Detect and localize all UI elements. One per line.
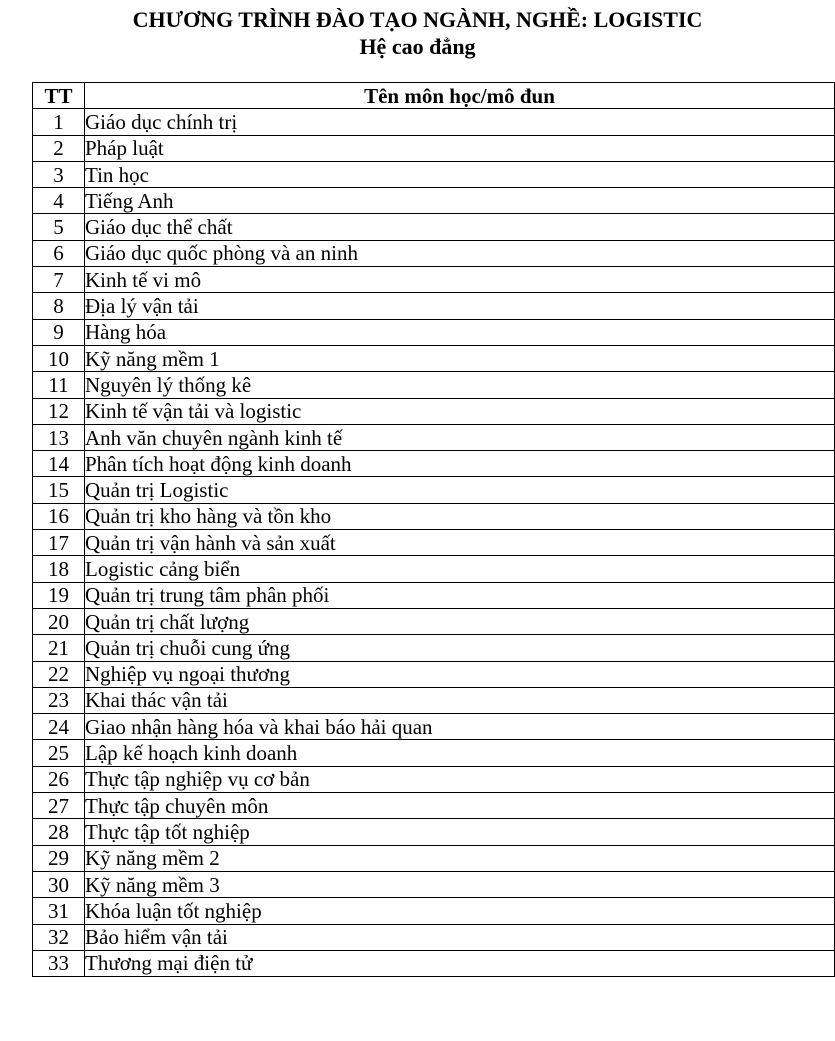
course-name: Quản trị Logistic — [85, 477, 835, 503]
course-name: Giáo dục chính trị — [85, 109, 835, 135]
row-number: 21 — [33, 635, 85, 661]
table-row — [33, 608, 835, 634]
row-number: 20 — [33, 608, 85, 634]
course-name: Tin học — [85, 161, 835, 187]
row-number: 26 — [33, 766, 85, 792]
row-number: 14 — [33, 451, 85, 477]
table-row — [33, 293, 835, 319]
table-row — [33, 898, 835, 924]
course-name: Kỹ năng mềm 3 — [85, 871, 835, 897]
table-row — [33, 582, 835, 608]
table-row — [33, 924, 835, 950]
course-name: Giáo dục quốc phòng và an ninh — [85, 240, 835, 266]
row-number: 33 — [33, 950, 85, 976]
row-number: 27 — [33, 793, 85, 819]
table-row — [33, 424, 835, 450]
table-header-row — [33, 83, 835, 109]
course-name: Hàng hóa — [85, 319, 835, 345]
table-row — [33, 214, 835, 240]
table-row — [33, 477, 835, 503]
row-number: 31 — [33, 898, 85, 924]
table-row — [33, 188, 835, 214]
table-row — [33, 240, 835, 266]
course-name: Kỹ năng mềm 2 — [85, 845, 835, 871]
row-number: 6 — [33, 240, 85, 266]
course-name: Tiếng Anh — [85, 188, 835, 214]
table-row — [33, 740, 835, 766]
table-row — [33, 451, 835, 477]
row-number: 2 — [33, 135, 85, 161]
course-name: Logistic cảng biển — [85, 556, 835, 582]
row-number: 29 — [33, 845, 85, 871]
row-number: 11 — [33, 372, 85, 398]
row-number: 30 — [33, 871, 85, 897]
table-body — [33, 109, 835, 977]
row-number: 1 — [33, 109, 85, 135]
course-name: Thực tập tốt nghiệp — [85, 819, 835, 845]
course-name: Quản trị vận hành và sản xuất — [85, 530, 835, 556]
row-number: 18 — [33, 556, 85, 582]
table-row — [33, 109, 835, 135]
row-number: 28 — [33, 819, 85, 845]
table-row — [33, 161, 835, 187]
course-name: Nghiệp vụ ngoại thương — [85, 661, 835, 687]
row-number: 8 — [33, 293, 85, 319]
table-row — [33, 267, 835, 293]
course-name: Giáo dục thể chất — [85, 214, 835, 240]
document-title: CHƯƠNG TRÌNH ĐÀO TẠO NGÀNH, NGHỀ: LOGISTIC — [132, 7, 703, 32]
course-name: Quản trị chuỗi cung ứng — [85, 635, 835, 661]
row-number: 17 — [33, 530, 85, 556]
document-header — [0, 6, 835, 60]
course-name: Thực tập chuyên môn — [85, 793, 835, 819]
course-table — [32, 82, 835, 977]
course-name: Nguyên lý thống kê — [85, 372, 835, 398]
row-number: 4 — [33, 188, 85, 214]
table-row — [33, 635, 835, 661]
course-name: Khóa luận tốt nghiệp — [85, 898, 835, 924]
table-row — [33, 135, 835, 161]
course-name: Giao nhận hàng hóa và khai báo hải quan — [85, 714, 835, 740]
course-name: Anh văn chuyên ngành kinh tế — [85, 424, 835, 450]
row-number: 25 — [33, 740, 85, 766]
row-number: 19 — [33, 582, 85, 608]
table-row — [33, 398, 835, 424]
table-row — [33, 950, 835, 976]
course-name: Quản trị chất lượng — [85, 608, 835, 634]
table-row — [33, 687, 835, 713]
table-row — [33, 372, 835, 398]
table-row — [33, 871, 835, 897]
table-row — [33, 714, 835, 740]
table-row — [33, 345, 835, 371]
document-subtitle: Hệ cao đẳng — [359, 34, 476, 59]
row-number: 12 — [33, 398, 85, 424]
table-row — [33, 793, 835, 819]
table-row — [33, 661, 835, 687]
row-number: 7 — [33, 267, 85, 293]
table-row — [33, 503, 835, 529]
course-name: Kinh tế vi mô — [85, 267, 835, 293]
course-name: Kinh tế vận tải và logistic — [85, 398, 835, 424]
column-header-name: Tên môn học/mô đun — [85, 83, 835, 109]
column-header-number: TT — [33, 83, 85, 109]
row-number: 32 — [33, 924, 85, 950]
course-name: Địa lý vận tải — [85, 293, 835, 319]
row-number: 23 — [33, 687, 85, 713]
table-row — [33, 845, 835, 871]
course-name: Kỹ năng mềm 1 — [85, 345, 835, 371]
table-row — [33, 319, 835, 345]
row-number: 15 — [33, 477, 85, 503]
course-name: Khai thác vận tải — [85, 687, 835, 713]
row-number: 22 — [33, 661, 85, 687]
row-number: 3 — [33, 161, 85, 187]
course-name: Lập kế hoạch kinh doanh — [85, 740, 835, 766]
table-row — [33, 530, 835, 556]
course-name: Quản trị kho hàng và tồn kho — [85, 503, 835, 529]
row-number: 16 — [33, 503, 85, 529]
row-number: 10 — [33, 345, 85, 371]
table-row — [33, 766, 835, 792]
table-row — [33, 556, 835, 582]
course-name: Pháp luật — [85, 135, 835, 161]
course-name: Thương mại điện tử — [85, 950, 835, 976]
row-number: 13 — [33, 424, 85, 450]
course-name: Thực tập nghiệp vụ cơ bản — [85, 766, 835, 792]
row-number: 24 — [33, 714, 85, 740]
row-number: 5 — [33, 214, 85, 240]
table-row — [33, 819, 835, 845]
course-name: Phân tích hoạt động kinh doanh — [85, 451, 835, 477]
row-number: 9 — [33, 319, 85, 345]
course-name: Bảo hiểm vận tải — [85, 924, 835, 950]
course-name: Quản trị trung tâm phân phối — [85, 582, 835, 608]
